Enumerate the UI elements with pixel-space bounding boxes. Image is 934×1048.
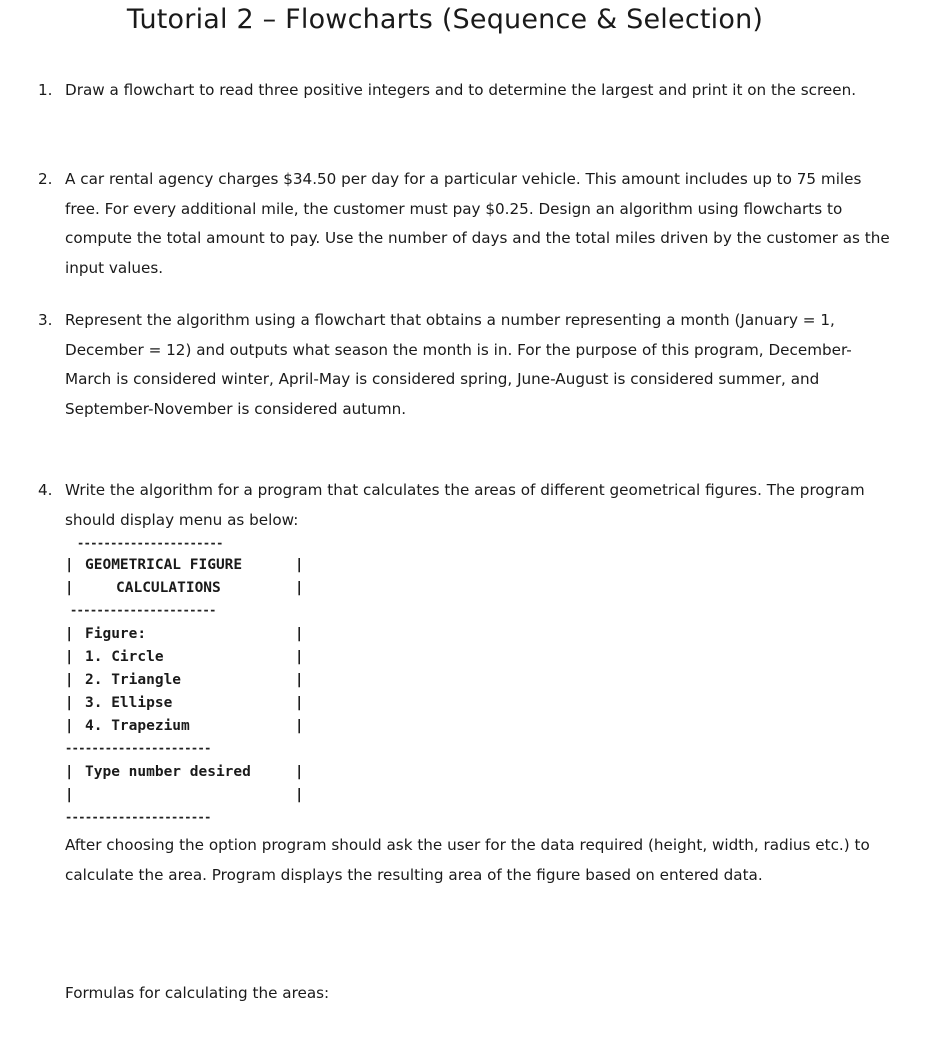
menu-option-circle: 1. Circle: [85, 649, 164, 665]
question-2: [38, 165, 898, 283]
question-number: 4.: [38, 481, 53, 499]
console-menu: [65, 536, 315, 826]
menu-divider: ----------------------: [65, 810, 211, 824]
menu-border-bar: |: [295, 649, 304, 665]
menu-option-triangle: 2. Triangle: [85, 672, 182, 688]
menu-border-bar: |: [295, 626, 304, 642]
formulas-heading: Formulas for calculating the areas:: [65, 984, 330, 1002]
menu-header-line2: CALCULATIONS: [116, 580, 221, 596]
menu-border-bar: |: [65, 649, 74, 665]
menu-option-trapezium: 4. Trapezium: [85, 718, 190, 734]
menu-border-bar: |: [65, 580, 74, 596]
menu-border-bar: |: [295, 718, 304, 734]
menu-border-bar: |: [65, 626, 74, 642]
menu-border-bar: |: [65, 787, 74, 803]
question-text: Write the algorithm for a program that calculates the areas of different geometrical figures. The program should display menu as below:: [65, 481, 865, 529]
menu-divider: ----------------------: [77, 536, 223, 550]
menu-figure-label: Figure:: [85, 626, 147, 642]
question-number: 1.: [38, 81, 53, 99]
menu-border-bar: |: [295, 787, 304, 803]
question-text: Draw a flowchart to read three positive integers and to determine the largest and print it on the screen.: [65, 81, 857, 99]
menu-border-bar: |: [295, 764, 304, 780]
question-text: Represent the algorithm using a flowchart that obtains a number representing a month (January = 1, December = 12) and outputs what season the month is in. For the purpose of this program, December-March is considered winter, April-May is considered spring, June-August is considered summer, and September-November is considered autumn.: [65, 311, 852, 418]
question-1: [38, 76, 898, 106]
page-title: Tutorial 2 – Flowcharts (Sequence & Selection): [126, 4, 764, 35]
question-number: 3.: [38, 311, 53, 329]
menu-border-bar: |: [65, 557, 74, 573]
menu-option-ellipse: 3. Ellipse: [85, 695, 173, 711]
menu-border-bar: |: [65, 764, 74, 780]
menu-border-bar: |: [65, 718, 74, 734]
question-text: A car rental agency charges $34.50 per day for a particular vehicle. This amount includes up to 75 miles free. For every additional mile, the customer must pay $0.25. Design an algorithm using flowcharts to compute the total amount to pay. Use the number of days and the total miles driven by the customer as the input values.: [65, 170, 890, 277]
menu-border-bar: |: [295, 580, 304, 596]
menu-prompt: Type number desired: [85, 764, 251, 780]
menu-border-bar: |: [295, 557, 304, 573]
question-4: [38, 476, 898, 535]
question-number: 2.: [38, 170, 53, 188]
after-menu-paragraph: After choosing the option program should ask the user for the data required (height, width, radius etc.) to calculate the area. Program displays the resulting area of the figure based on entered data.: [65, 836, 870, 884]
menu-border-bar: |: [295, 672, 304, 688]
menu-divider: ----------------------: [65, 741, 211, 755]
menu-border-bar: |: [295, 695, 304, 711]
menu-header-line1: GEOMETRICAL FIGURE: [85, 557, 243, 573]
menu-border-bar: |: [65, 672, 74, 688]
menu-border-bar: |: [65, 695, 74, 711]
menu-divider: ----------------------: [70, 603, 216, 617]
question-3: [38, 306, 898, 424]
